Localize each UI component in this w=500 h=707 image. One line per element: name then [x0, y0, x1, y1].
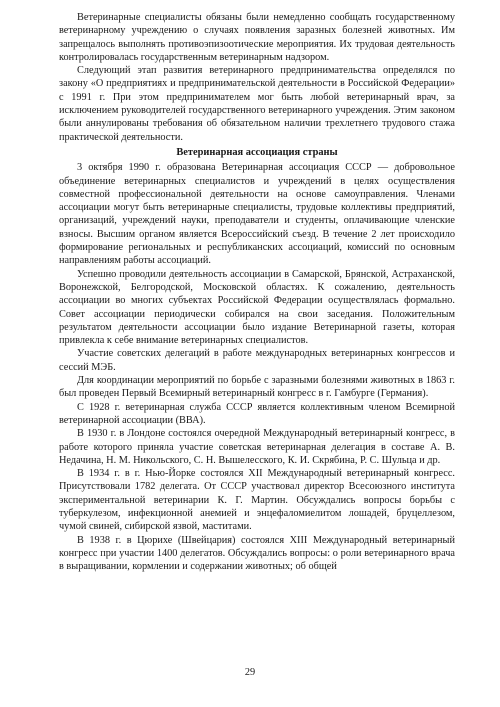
- paragraph: Следующий этап развития ветеринарного предпринимательства определялся по закону «О предприятиях и предпринимательской деятельности в Российской Федерации» с 1991 г. При этом предпринимателем мог быть любой ветеринарный врач, за исключением руководителей государственного ветеринарного учреждения. Этим законом были аннулированы требования об обязательном наличии трехлетнего трудового стажа практической деятельности.: [59, 65, 455, 143]
- paragraph: Ветеринарные специалисты обязаны были немедленно сообщать государственному ветеринарному учреждению о случаях появления заразных болезней животных. Им запрещалось выполнять противоэпизоотические мероприятия. Их трудовая деятельность контролировалась государственным ветеринарным надзором.: [59, 12, 455, 63]
- paragraph: Успешно проводили деятельность ассоциации в Самарской, Брянской, Астраханской, Воронежской, Белгородской, Московской областях. К сожалению, деятельность ассоциации во многих субъектах Российской Федерации осуществлялась формально. Совет ассоциации периодически собирался на свои заседания. Положительным результатом деятельности ассоциации было издание Ветеринарной газеты, которая привлекла к себе внимание ветеринарных специалистов.: [59, 268, 455, 347]
- paragraph: В 1930 г. в Лондоне состоялся очередной Международный ветеринарный конгресс, в работе которого приняла участие советская ветеринарная делегация в составе А. В. Недачина, Н. М. Никольского, С. Н. Вышелесского, К. И. Скрябина, Р. С. Шульца и др.: [59, 428, 455, 466]
- paragraph: Участие советских делегаций в работе международных ветеринарных конгрессов и сессий МЭБ.: [59, 348, 455, 373]
- paragraph: В 1934 г. в г. Нью-Йорке состоялся XII Международный ветеринарный конгресс. Присутствовали 1782 делегата. От СССР участвовал директор Всесоюзного института экспериментальной ветеринарии К. Г. Мартин. Обсуждались вопросы борьбы с туберкулезом, инфекционной анемией и энцефаломиелитом лошадей, бруцеллезом, чумой свиней, сибирской язвой, маститами.: [59, 468, 455, 533]
- paragraph: В 1938 г. в Цюрихе (Швейцария) состоялся XIII Международный ветеринарный конгресс при участии 1400 делегатов. Обсуждались вопросы: о роли ветеринарного врача в выращивании, кормлении и содержании животных; об общей: [59, 534, 455, 573]
- page-body: [59, 11, 455, 573]
- paragraph: С 1928 г. ветеринарная служба СССР является коллективным членом Всемирной ветеринарной ассоциации (ВВА).: [59, 401, 455, 426]
- section-heading: Ветеринарная ассоциация страны: [176, 146, 338, 158]
- page-number: 29: [244, 667, 256, 678]
- paragraph: 3 октября 1990 г. образована Ветеринарная ассоциация СССР — добровольное объединение ветеринарных специалистов и учреждений в целях осуществления совместной профессиональной деятельности на основе самоуправления. Членами ассоциации могут быть ветеринарные специалисты, трудовые коллективы предприятий, организаций, учреждений науки, преподаватели и студенты, оплачивающие членские взносы. Высшим органом является Всероссийский съезд. В течение 2 лет происходило формирование региональных и республиканских ассоциаций, комиссий по основным направлениям работы ассоциаций.: [59, 162, 455, 267]
- paragraph: Для координации мероприятий по борьбе с заразными болезнями животных в 1863 г. был проведен Первый Всемирный ветеринарный конгресс в г. Гамбурге (Германия).: [59, 375, 455, 400]
